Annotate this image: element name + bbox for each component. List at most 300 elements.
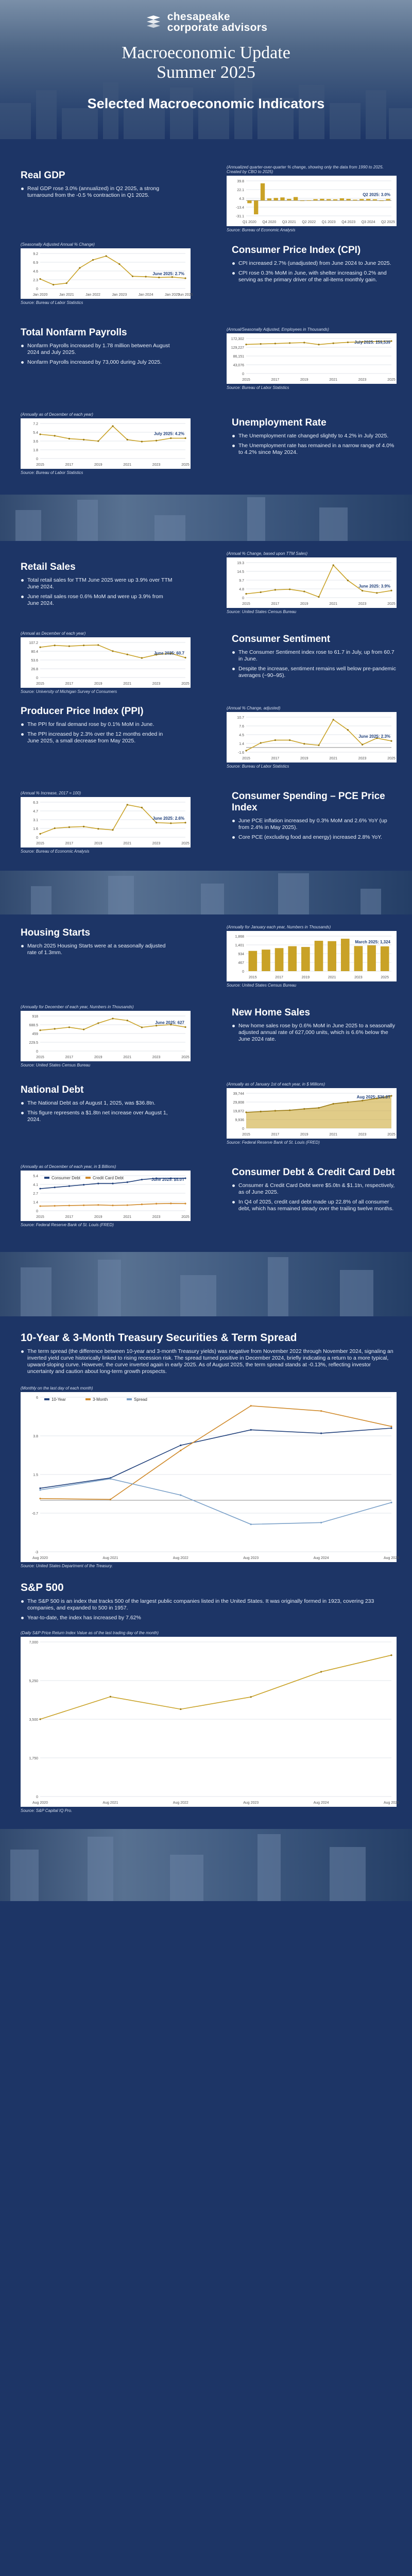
payrolls-x-tick-label: 2017 (271, 378, 280, 382)
debt-y-tick-label: 19,872 (233, 1110, 244, 1113)
sp500-y-tick-label: 7,000 (29, 1641, 38, 1645)
debt-x-tick-label: 2015 (242, 1133, 250, 1137)
pce-point (68, 826, 70, 828)
newhome-y-tick-label: 229.5 (29, 1041, 38, 1045)
treasury-point (110, 1499, 111, 1500)
treasury-legend-swatch (85, 1398, 91, 1400)
treasury-point (180, 1450, 181, 1451)
housing-chart (227, 925, 397, 988)
ppi-y-tick-label: 1.4 (239, 742, 244, 746)
cpi-point (66, 282, 67, 284)
retail-x-tick-label: 2021 (329, 602, 337, 606)
unemployment-svg (21, 418, 191, 469)
treasury-chart-plot (21, 1392, 397, 1562)
gdp-bar (320, 199, 324, 200)
sp500-chart-plot (21, 1637, 397, 1807)
newhome-bullet-1: New home sales rose by 0.6% MoM in June 2025 to a seasonally adjusted annual rate of 627,000 units, which is 6.6% below the June 2024 rate. (232, 1023, 397, 1043)
payrolls-x-tick-label: 2023 (358, 378, 367, 382)
housing-bar (248, 951, 257, 971)
newhome-svg (21, 1011, 191, 1061)
credit-legend-label: Consumer Debt (52, 1176, 81, 1180)
sentiment-point (97, 644, 99, 646)
sp500-y-tick-label: 0 (36, 1795, 38, 1799)
debt-x-tick-label: 2025 (387, 1133, 396, 1137)
credit-point (83, 1184, 84, 1185)
unemployment-chart-source: Source: Bureau of Labor Statistics (21, 470, 83, 475)
housing-bullet-1: March 2025 Housing Starts were at a seasonally adjusted rate of 1.3mm. (21, 943, 175, 956)
newhome-point (184, 1026, 186, 1028)
unemployment-point (156, 440, 157, 442)
sp500-y-tick-label: 1,750 (29, 1757, 38, 1760)
payrolls-chart (227, 327, 397, 390)
unemployment-y-tick-label: 3.6 (33, 440, 38, 444)
retail-y-tick-label: 0 (242, 597, 244, 600)
ppi-bullets (21, 721, 175, 744)
sp500-title: S&P 500 (21, 1582, 64, 1594)
sentiment-x-tick-label: 2023 (152, 682, 161, 686)
gdp-bar (327, 199, 331, 200)
ppi-point (318, 744, 319, 746)
debt-svg (227, 1088, 397, 1139)
retail-bullets (21, 577, 175, 607)
payrolls-bullet-1: Nonfarm Payrolls increased by 1.78 million between August 2024 and July 2025. (21, 343, 175, 356)
pce-point (127, 804, 128, 805)
gdp-y-tick-label: 22.1 (237, 189, 244, 192)
treasury-legend-swatch (44, 1398, 49, 1400)
ppi-data-label: June 2025: 2.3% (358, 734, 390, 739)
newhome-x-tick-label: 2021 (123, 1056, 131, 1059)
housing-y-tick-label: 0 (242, 970, 244, 974)
ppi-x-tick-label: 2025 (387, 757, 396, 760)
cpi-data-label: June 2025: 2.7% (152, 272, 184, 276)
debt-chart-plot (227, 1088, 397, 1139)
sp500-section (21, 1582, 397, 1624)
treasury-y-tick-label: 6 (36, 1396, 38, 1400)
credit-point (112, 1205, 113, 1206)
credit-point (141, 1179, 143, 1180)
payrolls-point (245, 344, 247, 345)
credit-chart-plot (21, 1171, 191, 1221)
cpi-point (53, 284, 54, 285)
gdp-x-tick-label: Q4 2020 (262, 221, 277, 224)
housing-data-label: March 2025: 1,324 (355, 939, 390, 944)
payrolls-bullets (21, 343, 175, 366)
housing-chart-plot (227, 931, 397, 981)
credit-point (83, 1205, 84, 1206)
cpi-svg (21, 248, 191, 299)
cpi-section (232, 245, 397, 286)
housing-chart-caption: (Annually for January each year, Numbers in Thousands) (227, 925, 331, 929)
pce-chart-caption: (Annual % Increase, 2017 = 100) (21, 791, 81, 795)
header-banner (0, 0, 412, 139)
cpi-point (171, 276, 173, 278)
sp500-x-tick-label: Aug 2022 (173, 1801, 188, 1805)
debt-x-tick-label: 2023 (358, 1133, 367, 1137)
sp500-bullet-1: The S&P 500 is an index that tracks 500 of the largest public companies listed in the United States. It was originally formed in 1923, covering 233 companies, and expanded to 500 in 1957. (21, 1598, 397, 1612)
treasury-legend-label: 10-Year (52, 1397, 66, 1402)
gdp-y-tick-label: -13.4 (236, 206, 244, 210)
ppi-point (390, 740, 392, 742)
credit-point (97, 1183, 99, 1184)
title-line2: Summer 2025 (157, 63, 255, 82)
unemployment-title: Unemployment Rate (232, 417, 327, 428)
credit-point (141, 1204, 143, 1205)
payrolls-title: Total Nonfarm Payrolls (21, 327, 127, 338)
unemployment-point (127, 439, 128, 440)
payrolls-point (303, 342, 305, 343)
debt-chart-caption: (Annually as of January 1st of each year, in $ Millions) (227, 1082, 325, 1087)
sentiment-chart-caption: (Annual as December of each year) (21, 631, 86, 636)
unemployment-bullet-1: The Unemployment rate changed slightly to 4.2% in July 2025. (232, 433, 397, 439)
retail-section (21, 562, 175, 610)
credit-point (54, 1205, 56, 1207)
payrolls-chart-source: Source: Bureau of Labor Statistics (227, 385, 289, 390)
unemployment-y-tick-label: 1.8 (33, 449, 38, 452)
treasury-x-tick-label: Aug 2025 (384, 1556, 399, 1560)
newhome-y-tick-label: 918 (32, 1015, 38, 1019)
debt-bullet-1: The National Debt as of August 1, 2025, was $36.8tn. (21, 1100, 175, 1107)
credit-point (39, 1205, 41, 1207)
sp500-chart (21, 1631, 397, 1813)
debt-point (303, 1108, 305, 1110)
cpi-point (158, 277, 160, 278)
treasury-x-tick-label: Aug 2022 (173, 1556, 188, 1560)
gdp-x-tick-label: Q4 2023 (341, 221, 356, 224)
newhome-x-tick-label: 2017 (65, 1056, 74, 1059)
debt-point (289, 1109, 290, 1111)
newhome-chart (21, 1005, 191, 1067)
sp500-x-tick-label: Aug 2023 (243, 1801, 259, 1805)
sp500-point (390, 1654, 392, 1656)
newhome-x-tick-label: 2023 (152, 1056, 161, 1059)
cpi-point (132, 276, 133, 277)
treasury-x-tick-label: Aug 2020 (32, 1556, 48, 1560)
retail-y-tick-label: 19.3 (237, 562, 244, 565)
retail-title: Retail Sales (21, 562, 76, 572)
gdp-x-tick-label: Q1 2020 (242, 221, 256, 224)
retail-bullet-2: June retail sales rose 0.6% MoM and were up 3.9% from June 2024. (21, 594, 175, 607)
gdp-x-tick-label: Q3 2021 (282, 221, 296, 224)
gdp-bar (254, 200, 258, 214)
newhome-y-tick-label: 688.5 (29, 1024, 38, 1027)
debt-point (362, 1100, 363, 1101)
pce-point (170, 822, 171, 824)
newhome-point (83, 1029, 84, 1030)
ppi-point (347, 729, 349, 731)
gdp-chart-caption: (Annualized quarter-over-quarter % change, showing only the data from 1990 to 2025. Created by CBO to 2025) (227, 165, 384, 174)
treasury-series-line (40, 1428, 391, 1488)
credit-x-tick-label: 2015 (36, 1215, 44, 1219)
cpi-bullet-1: CPI increased 2.7% (unadjusted) from June 2024 to June 2025. (232, 260, 397, 267)
sentiment-x-tick-label: 2015 (36, 682, 44, 686)
credit-data-label: June 2025: $5.0T (151, 1177, 184, 1182)
cpi-y-tick-label: 6.9 (33, 261, 38, 265)
gdp-bar (359, 199, 364, 200)
sp500-chart-source: Source: S&P Capital IQ Pro. (21, 1808, 73, 1813)
ppi-x-tick-label: 2017 (271, 757, 280, 760)
debt-point (245, 1111, 247, 1113)
treasury-chart-source: Source: United States Department of the Treasury. (21, 1564, 113, 1568)
credit-y-tick-label: 4.1 (33, 1183, 38, 1187)
debt-point (260, 1111, 262, 1112)
unemployment-point (112, 425, 113, 427)
treasury-point (180, 1445, 181, 1446)
debt-chart-source: Source: Federal Reserve Bank of St. Louis (FRED) (227, 1140, 320, 1145)
treasury-y-tick-label: -0.7 (31, 1512, 38, 1516)
ppi-point (274, 739, 276, 741)
payrolls-point (318, 344, 319, 345)
sp500-point (180, 1708, 181, 1710)
payrolls-chart-caption: (Annual/Seasonally Adjusted, Employees in Thousands) (227, 327, 329, 332)
retail-x-tick-label: 2025 (387, 602, 396, 606)
credit-bullet-2: In Q4 of 2025, credit card debt made up 22.8% of all consumer debt, which has remained steady over the trailing twelve months. (232, 1199, 397, 1212)
gdp-bar (307, 200, 311, 201)
gdp-chart (227, 165, 397, 232)
gdp-bar (333, 199, 337, 200)
unemployment-bullets (232, 433, 397, 456)
housing-bar (301, 947, 310, 971)
housing-y-tick-label: 1,868 (235, 935, 244, 939)
sp500-x-tick-label: Aug 2025 (384, 1801, 399, 1805)
gdp-bar (313, 199, 317, 201)
sentiment-y-tick-label: 0 (36, 676, 38, 680)
pce-y-tick-label: 3.1 (33, 819, 38, 822)
ppi-svg (227, 712, 397, 762)
debt-x-tick-label: 2021 (329, 1133, 337, 1137)
newhome-y-tick-label: 0 (36, 1050, 38, 1054)
credit-bullets (232, 1182, 397, 1212)
payrolls-y-tick-label: 86,151 (233, 355, 244, 359)
pce-y-tick-label: 4.7 (33, 810, 38, 814)
sp500-point (110, 1696, 111, 1698)
unemployment-point (170, 437, 171, 439)
sentiment-x-tick-label: 2019 (94, 682, 102, 686)
payrolls-section (21, 327, 175, 369)
retail-x-tick-label: 2019 (300, 602, 308, 606)
treasury-x-tick-label: Aug 2021 (102, 1556, 118, 1560)
pce-point (141, 807, 143, 808)
sentiment-chart (21, 631, 191, 694)
housing-y-tick-label: 934 (238, 953, 244, 956)
ppi-x-tick-label: 2015 (242, 757, 250, 760)
gdp-bar (373, 199, 377, 200)
pce-title: Consumer Spending – PCE Price Index (232, 791, 385, 813)
cpi-chart-caption: (Seasonally Adjusted Annual % Change) (21, 242, 95, 247)
credit-point (170, 1202, 171, 1204)
pce-point (39, 833, 41, 835)
gdp-y-tick-label: 4.3 (239, 197, 244, 201)
payrolls-chart-plot (227, 333, 397, 384)
cpi-x-tick-label: Jan 2024 (138, 293, 153, 297)
sentiment-x-tick-label: 2017 (65, 682, 74, 686)
treasury-point (250, 1429, 252, 1431)
treasury-legend-label: 3-Month (93, 1397, 108, 1402)
credit-chart-caption: (Annually as of December of each year, in $ Billions) (21, 1164, 116, 1169)
unemployment-point (141, 441, 143, 443)
ppi-point (245, 750, 247, 751)
pce-section (232, 791, 397, 844)
housing-x-tick-label: 2015 (249, 976, 257, 979)
debt-area (246, 1096, 391, 1128)
credit-y-tick-label: 0 (36, 1210, 38, 1213)
debt-point (333, 1103, 334, 1105)
sentiment-point (54, 645, 56, 646)
cpi-y-tick-label: 4.6 (33, 270, 38, 274)
newhome-chart-plot (21, 1011, 191, 1061)
gdp-bullets (21, 185, 175, 199)
newhome-point (127, 1020, 128, 1021)
ppi-chart-plot (227, 712, 397, 762)
retail-series-line (246, 565, 391, 597)
ppi-chart-source: Source: Bureau of Labor Statistics (227, 764, 289, 769)
unemployment-chart (21, 412, 191, 475)
pce-x-tick-label: 2021 (123, 842, 131, 845)
cpi-chart (21, 242, 191, 305)
gdp-x-tick-label: Q2 2022 (302, 221, 316, 224)
treasury-chart-caption: (Monthly on the last day of each month) (21, 1386, 93, 1391)
unemployment-data-label: July 2025: 4.2% (153, 431, 184, 436)
ppi-chart (227, 706, 397, 769)
retail-chart (227, 551, 397, 614)
sentiment-point (83, 645, 84, 646)
housing-y-tick-label: 467 (238, 961, 244, 965)
treasury-point (390, 1427, 392, 1429)
retail-x-tick-label: 2015 (242, 602, 250, 606)
gdp-bar (267, 198, 271, 200)
city-photo-band-2 (0, 871, 412, 914)
cpi-point (79, 267, 80, 268)
gdp-chart-plot (227, 176, 397, 226)
treasury-point (390, 1502, 392, 1503)
debt-point (390, 1095, 392, 1096)
newhome-point (112, 1018, 113, 1019)
housing-x-tick-label: 2017 (275, 976, 283, 979)
retail-point (303, 590, 305, 592)
housing-svg (227, 931, 397, 981)
pce-bullet-2: Core PCE (excluding food and energy) increased 2.8% YoY. (232, 834, 397, 841)
treasury-bullet-1: The term spread (the difference between 10-year and 3-month Treasury yields) was negative from November 2022 through November 2024, signaling an inverted yield curve historically linked to rising recession risk. The spread turned positive in December 2024, briefly indicating a return to a more typical, upward-sloping curve. However, the curve inverted again in early 2025. As of August 2025, the term spread stands at -0.13%, reflecting investor uncertainty and caution about long-term growth prospects. (21, 1348, 397, 1375)
payrolls-y-tick-label: 43,076 (233, 364, 244, 367)
ppi-y-tick-label: 4.5 (239, 734, 244, 737)
credit-legend-label: Credit Card Debt (93, 1176, 124, 1180)
sentiment-data-label: June 2025: 60.7 (153, 651, 184, 656)
housing-title: Housing Starts (21, 927, 91, 938)
pce-bullet-1: June PCE inflation increased by 0.3% MoM and 2.6% YoY (up from 2.4% in May 2025). (232, 818, 397, 831)
ppi-point (303, 743, 305, 744)
unemployment-chart-plot (21, 418, 191, 469)
credit-point (184, 1203, 186, 1205)
debt-title: National Debt (21, 1084, 84, 1095)
credit-legend-swatch (85, 1177, 91, 1179)
credit-point (39, 1188, 41, 1190)
sentiment-title: Consumer Sentiment (232, 634, 331, 645)
logo-icon (145, 14, 162, 30)
sentiment-x-tick-label: 2025 (181, 682, 190, 686)
page-title (0, 43, 412, 82)
debt-data-label: Aug 2025: $36.8T (356, 1095, 390, 1099)
treasury-point (320, 1432, 322, 1434)
pce-chart-source: Source: Bureau of Economic Analysis (21, 849, 90, 854)
pce-chart (21, 791, 191, 854)
cpi-x-tick-label: Jun 2025 (178, 293, 193, 297)
housing-x-tick-label: 2025 (381, 976, 389, 979)
treasury-point (320, 1522, 322, 1523)
retail-chart-plot (227, 557, 397, 608)
housing-bar (288, 946, 297, 971)
ppi-x-tick-label: 2019 (300, 757, 308, 760)
payrolls-y-tick-label: 0 (242, 372, 244, 376)
treasury-y-tick-label: -3 (35, 1551, 38, 1554)
cpi-y-tick-label: 2.3 (33, 279, 38, 282)
sentiment-point (112, 650, 113, 652)
credit-bullet-1: Consumer & Credit Card Debt were $5.0tn & $1.1tn, respectively, as of June 2025. (232, 1182, 397, 1196)
payrolls-y-tick-label: 172,302 (231, 337, 244, 341)
treasury-point (180, 1494, 181, 1496)
gdp-section (21, 170, 175, 202)
newhome-chart-source: Source: United States Census Bureau (21, 1063, 91, 1067)
debt-point (347, 1101, 349, 1103)
retail-point (362, 590, 363, 591)
unemployment-section (232, 417, 397, 459)
newhome-point (68, 1026, 70, 1028)
credit-point (54, 1187, 56, 1188)
gdp-bar (300, 200, 304, 201)
credit-point (184, 1177, 186, 1179)
unemployment-chart-caption: (Annually as of December of each year) (21, 412, 93, 417)
newhome-title: New Home Sales (232, 1007, 311, 1018)
logo-line2: corporate advisors (167, 22, 268, 33)
unemployment-x-tick-label: 2015 (36, 463, 44, 467)
payrolls-point (347, 342, 349, 343)
gdp-bar (380, 200, 384, 201)
city-photo-band-4 (0, 1829, 412, 1901)
logo-line1: chesapeake (167, 11, 230, 23)
credit-y-tick-label: 2.7 (33, 1192, 38, 1196)
housing-bar (262, 950, 270, 971)
gdp-x-tick-label: Q3 2024 (361, 221, 375, 224)
retail-point (376, 592, 377, 594)
cpi-title: Consumer Price Index (CPI) (232, 245, 361, 256)
gdp-bar (247, 200, 251, 203)
sp500-x-tick-label: Aug 2021 (102, 1801, 118, 1805)
ppi-bullet-2: The PPI increased by 2.3% over the 12 months ended in June 2025, a small decrease from May 2025. (21, 731, 175, 744)
unemployment-x-tick-label: 2017 (65, 463, 74, 467)
treasury-section (21, 1332, 397, 1378)
pce-point (83, 826, 84, 827)
gdp-x-tick-label: Q2 2025 (381, 221, 396, 224)
cpi-point (106, 255, 107, 257)
retail-point (390, 590, 392, 591)
pce-y-tick-label: 0 (36, 836, 38, 840)
housing-bar (367, 945, 376, 971)
newhome-x-tick-label: 2019 (94, 1056, 102, 1059)
debt-bullets (21, 1100, 175, 1123)
newhome-data-label: June 2025: 627 (155, 1020, 184, 1025)
treasury-point (250, 1523, 252, 1525)
newhome-point (141, 1026, 143, 1028)
pce-x-tick-label: 2019 (94, 842, 102, 845)
housing-bar (328, 941, 336, 971)
retail-chart-source: Source: United States Census Bureau (227, 609, 297, 614)
credit-title: Consumer Debt & Credit Card Debt (232, 1167, 395, 1178)
newhome-bullets (232, 1023, 397, 1043)
ppi-x-tick-label: 2021 (329, 757, 337, 760)
sp500-point (250, 1696, 252, 1698)
housing-section (21, 927, 175, 959)
sentiment-point (141, 657, 143, 659)
payrolls-point (390, 340, 392, 342)
pce-svg (21, 797, 191, 848)
